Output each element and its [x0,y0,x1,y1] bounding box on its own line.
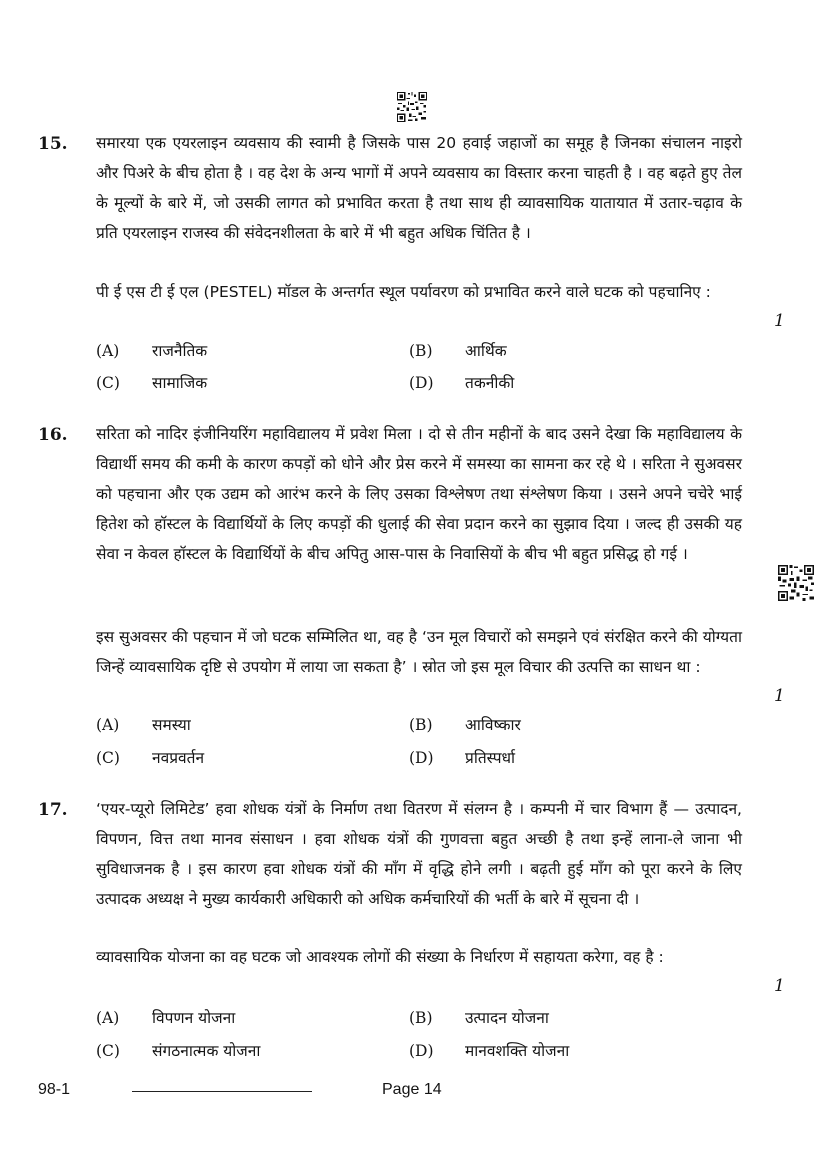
question-prompt: व्यावसायिक योजना का वह घटक जो आवश्यक लोगों की संख्या के निर्धारण में सहायता करेगा, वह है : [96,948,664,966]
option-a [96,715,191,735]
option-text: प्रतिस्पर्धा [465,749,516,767]
option-label: (B) [409,716,433,734]
option-text: आर्थिक [465,342,507,360]
qr-code-icon [778,565,814,601]
option-b [409,715,521,735]
option-text: संगठनात्मक योजना [152,1042,261,1060]
question-number: 17. [38,800,68,820]
option-label: (B) [409,1009,433,1027]
option-text: नवप्रवर्तन [152,749,205,767]
option-label: (D) [409,374,434,392]
option-text: समस्या [152,716,191,734]
question-number: 15. [38,134,68,154]
question-text: सरिता को नादिर इंजीनियरिंग महाविद्यालय में प्रवेश मिला । दो से तीन महीनों के बाद उसने देखा कि महाविद्यालय के विद्यार्थी समय की कमी के कारण कपड़ों को धोने और प्रेस करने में समस्या का सामना कर रहे थे । सरिता ने सुअवसर को पहचाना और एक उद्यम को आरंभ करने के लिए उसका विश्लेषण तथा संश्लेषण किया । उसने अपने चचेरे भाई हितेश को हॉस्टल के विद्यार्थियों के लिए कपड़ों की धुलाई की सेवा प्रदान करने का सुझाव दिया । जल्द ही उसकी यह सेवा न केवल हॉस्टल के विद्यार्थियों के बीच अपितु आस-पास के निवासियों के बीच भी बहुत प्रसिद्ध हो गई । [96,425,742,563]
option-label: (D) [409,749,434,767]
option-text: विपणन योजना [152,1009,236,1027]
option-c [96,748,204,768]
option-d [409,748,515,768]
option-d [409,1041,569,1061]
option-label: (A) [96,342,120,360]
option-label: (C) [96,749,120,767]
question-text: समारया एक एयरलाइन व्यवसाय की स्वामी है जिसके पास 20 हवाई जहाजों का समूह है जिनका संचालन नाइरो और पिअरे के बीच होता है । वह देश के अन्य भागों में अपने व्यवसाय का विस्तार करना चाहती है । वह बढ़ते हुए तेल के मूल्यों के बारे में, जो उसकी लागत को प्रभावित करता है तथा साथ ही व्यावसायिक यातायात में उतार-चढ़ाव के प्रति एयरलाइन राजस्व की संवेदनशीलता के बारे में भी बहुत अधिक चिंतित है । [96,134,742,242]
option-c [96,1041,260,1061]
option-text: सामाजिक [152,374,208,392]
marks: 1 [774,311,785,331]
option-b [409,341,507,361]
marks: 1 [774,976,785,996]
option-label: (C) [96,1042,120,1060]
marks: 1 [774,686,785,706]
option-text: राजनैतिक [152,342,208,360]
paper-code: 98-1 [38,1081,71,1098]
option-a [96,341,207,361]
option-text: मानवशक्ति योजना [465,1042,570,1060]
option-text: आविष्कार [465,716,521,734]
option-label: (C) [96,374,120,392]
question-prompt: पी ई एस टी ई एल (PESTEL) मॉडल के अन्तर्गत स्थूल पर्यावरण को प्रभावित करने वाले घटक को पहचानिए : [96,283,711,301]
qr-code-icon [397,92,427,122]
question-text: ‘एयर-प्यूरो लिमिटेड’ हवा शोधक यंत्रों के निर्माण तथा वितरण में संलग्न है । कम्पनी में चार विभाग हैं — उत्पादन, विपणन, वित्त तथा मानव संसाधन । हवा शोधक यंत्रों की गुणवत्ता बहुत अच्छी है तथा इन्हें लाना-ले जाना भी सुविधाजनक है । इस कारण हवा शोधक यंत्रों की माँग में वृद्धि होने लगी । बढ़ती हुई माँग को पूरा करने के लिए उत्पादक अध्यक्ष ने मुख्य कार्यकारी अधिकारी को अधिक कर्मचारियों की भर्ती के बारे में सूचना दी । [96,800,742,908]
question-prompt: इस सुअवसर की पहचान में जो घटक सम्मिलित था, वह है ‘उन मूल विचारों को समझने एवं संरक्षित करने की योग्यता जिन्हें व्यावसायिक दृष्टि से उपयोग में लाया जा सकता है’ । स्रोत जो इस मूल विचार की उत्पत्ति का साधन था : [96,628,742,676]
option-a [96,1008,235,1028]
option-label: (B) [409,342,433,360]
option-label: (A) [96,1009,120,1027]
option-text: तकनीकी [465,374,515,392]
option-label: (D) [409,1042,434,1060]
question-number: 16. [38,425,68,445]
option-text: उत्पादन योजना [465,1009,549,1027]
option-d [409,373,514,393]
footer-rule [132,1091,312,1092]
option-label: (A) [96,716,120,734]
option-b [409,1008,549,1028]
option-c [96,373,207,393]
page-number: Page 14 [382,1081,442,1098]
